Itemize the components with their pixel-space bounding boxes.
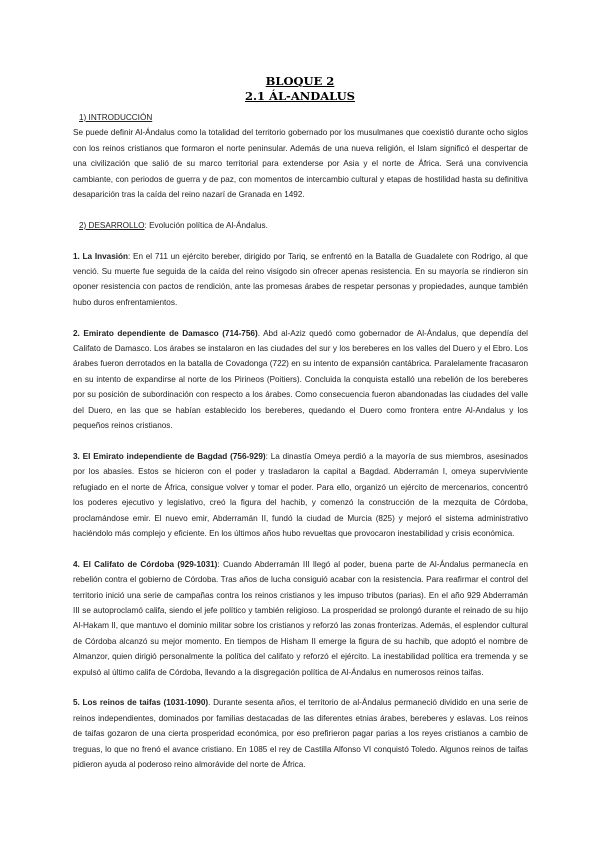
title-line-2: 2.1 ÁL-ANDALUS [245, 89, 355, 103]
section-text: : Cuando Abderramán III llegó al poder, buena parte de Al-Ándalus permanecía en rebelión contra el gobierno de Córdoba. Tras años de lucha consiguió acabar con la resistencia. Para reafirmar el control del territorio inició una serie de campañas contra los reinos cristianos y les impuso tributos (parias). En el año 929 Abderramán III se autoproclamó califa, siendo el jefe político y también religioso. La prosperidad se prolongó durante el reinado de su hijo Al-Hakam II, que mantuvo el dominio militar sobre los cristianos y reforzó las zonas fronterizas. Además, el esplendor cultural de Córdoba alcanzó su mejor momento. En tiempos de Hisham II emerge la figura de su hachib, que adoptó el nombre de Almanzor, quien dirigió personalmente la política del califato y reforzó el ejército. La inestabilidad política era tremenda y se expulsó al último califa de Córdoba, llevando a la disgregación política de Al-Ándalus en numerosos reinos taifas. [73, 559, 528, 677]
section-title: 1. La Invasión [73, 251, 129, 261]
intro-paragraph: Se puede definir Al-Ándalus como la totalidad del territorio gobernado por los musulmanes que coexistió durante ocho siglos con los reinos cristianos que formaron el norte peninsular. Además de una nueva religión, el Islam significó el despertar de una civilización que salió de su marco territorial para extenderse por Asia y el norte de África. Será una convivencia cambiante, con periodos de guerra y de paz, con momentos de intercambio cultural y etapas de hostilidad hasta su definitiva desaparición tras la caída del reino nazarí de Granada en 1492. [73, 128, 528, 200]
desarrollo-heading-line [79, 218, 528, 233]
section-paragraph [73, 449, 528, 541]
section-paragraph [73, 695, 528, 772]
section-paragraph [73, 557, 528, 680]
document-title [0, 74, 600, 104]
section-text: . Abd al-Aziz quedó como gobernador de Al-Ándalus, que dependía del Califato de Damasco. Los árabes se instalaron en las ciudades del sur y los bereberes en los valles del Duero y el Ebro. Los árabes fueron derrotados en la batalla de Covadonga (722) en su intento de expansión cantábrica. Paralelamente fracasaron en su intento de expandirse al norte de los Pirineos (Poitiers). Concluida la conquista estalló una rebelión de los bereberes por su posición de subordinación con respecto a los árabes. Como consecuencia fueron abandonadas las ciudades del valle del Duero, en las que se habían establecido los bereberes, quedando el Duero como frontera entre Al-Andalus y los pequeños reinos cristianos. [73, 328, 528, 431]
section-text: : En el 711 un ejército bereber, dirigido por Tariq, se enfrentó en la Batalla de Guadalete con Rodrigo, al que venció. Su muerte fue seguida de la caída del reino visigodo sin ofrecer apenas resistencia. En su mayoría se rindieron sin oponer resistencia con pactos de rendición, ante las promesas árabes de respetar personas y propiedades, aunque también hubo duros enfrentamientos. [73, 251, 528, 307]
desarrollo-subtitle: : Evolución política de Al-Ándalus. [144, 220, 268, 230]
intro-heading: 1) INTRODUCCIÓN [79, 113, 153, 122]
title-line-1: BLOQUE 2 [265, 74, 335, 88]
section-title: 3. El Emirato independiente de Bagdad (756-929) [73, 451, 266, 461]
section-text: : La dinastía Omeya perdió a la mayoría de sus miembros, asesinados por los abasíes. Estos se hicieron con el poder y trasladaron la capital a Bagdad. Abderramán I, omeya superviviente refugiado en el norte de África, consigue volver y tomar el poder. Para ello, organizó un ejército de mercenarios, concentró los poderes ejecutivo y legislativo, creó la figura del hachib, y comenzó la construcción de la mezquita de Córdoba, proclamándose emir. El nuevo emir, Abderramán II, fundó la ciudad de Murcia (825) y mejoró el sistema administrativo haciéndolo más complejo y eficiente. En los últimos años hubo revueltas que provocaron inestabilidad y crisis económica. [73, 451, 528, 538]
section-text: . Durante sesenta años, el territorio de al-Ándalus permaneció dividido en una serie de reinos independientes, dominados por familias destacadas de las diferentes etnias árabes, bereberes y eslavas. Los reinos de taifas gozaron de una cierta prosperidad económica, por eso prefirieron pagar parias a los reyes cristianos a cambio de treguas, lo que no frenó el avance cristiano. En 1085 el rey de Castilla Alfonso VI conquistó Toledo. Algunos reinos de taifas pidieron ayuda al poderoso reino almorávide del norte de África. [73, 698, 528, 769]
desarrollo-heading: 2) DESARROLLO [79, 220, 145, 230]
section-title: 2. Emirato dependiente de Damasco (714-756) [73, 328, 258, 338]
section-paragraph [73, 326, 528, 434]
document-body [73, 110, 528, 772]
section-title: 5. Los reinos de taifas (1031-1090) [73, 698, 209, 708]
section-paragraph [73, 249, 528, 311]
section-title: 4. El Califato de Córdoba (929-1031) [73, 559, 218, 569]
